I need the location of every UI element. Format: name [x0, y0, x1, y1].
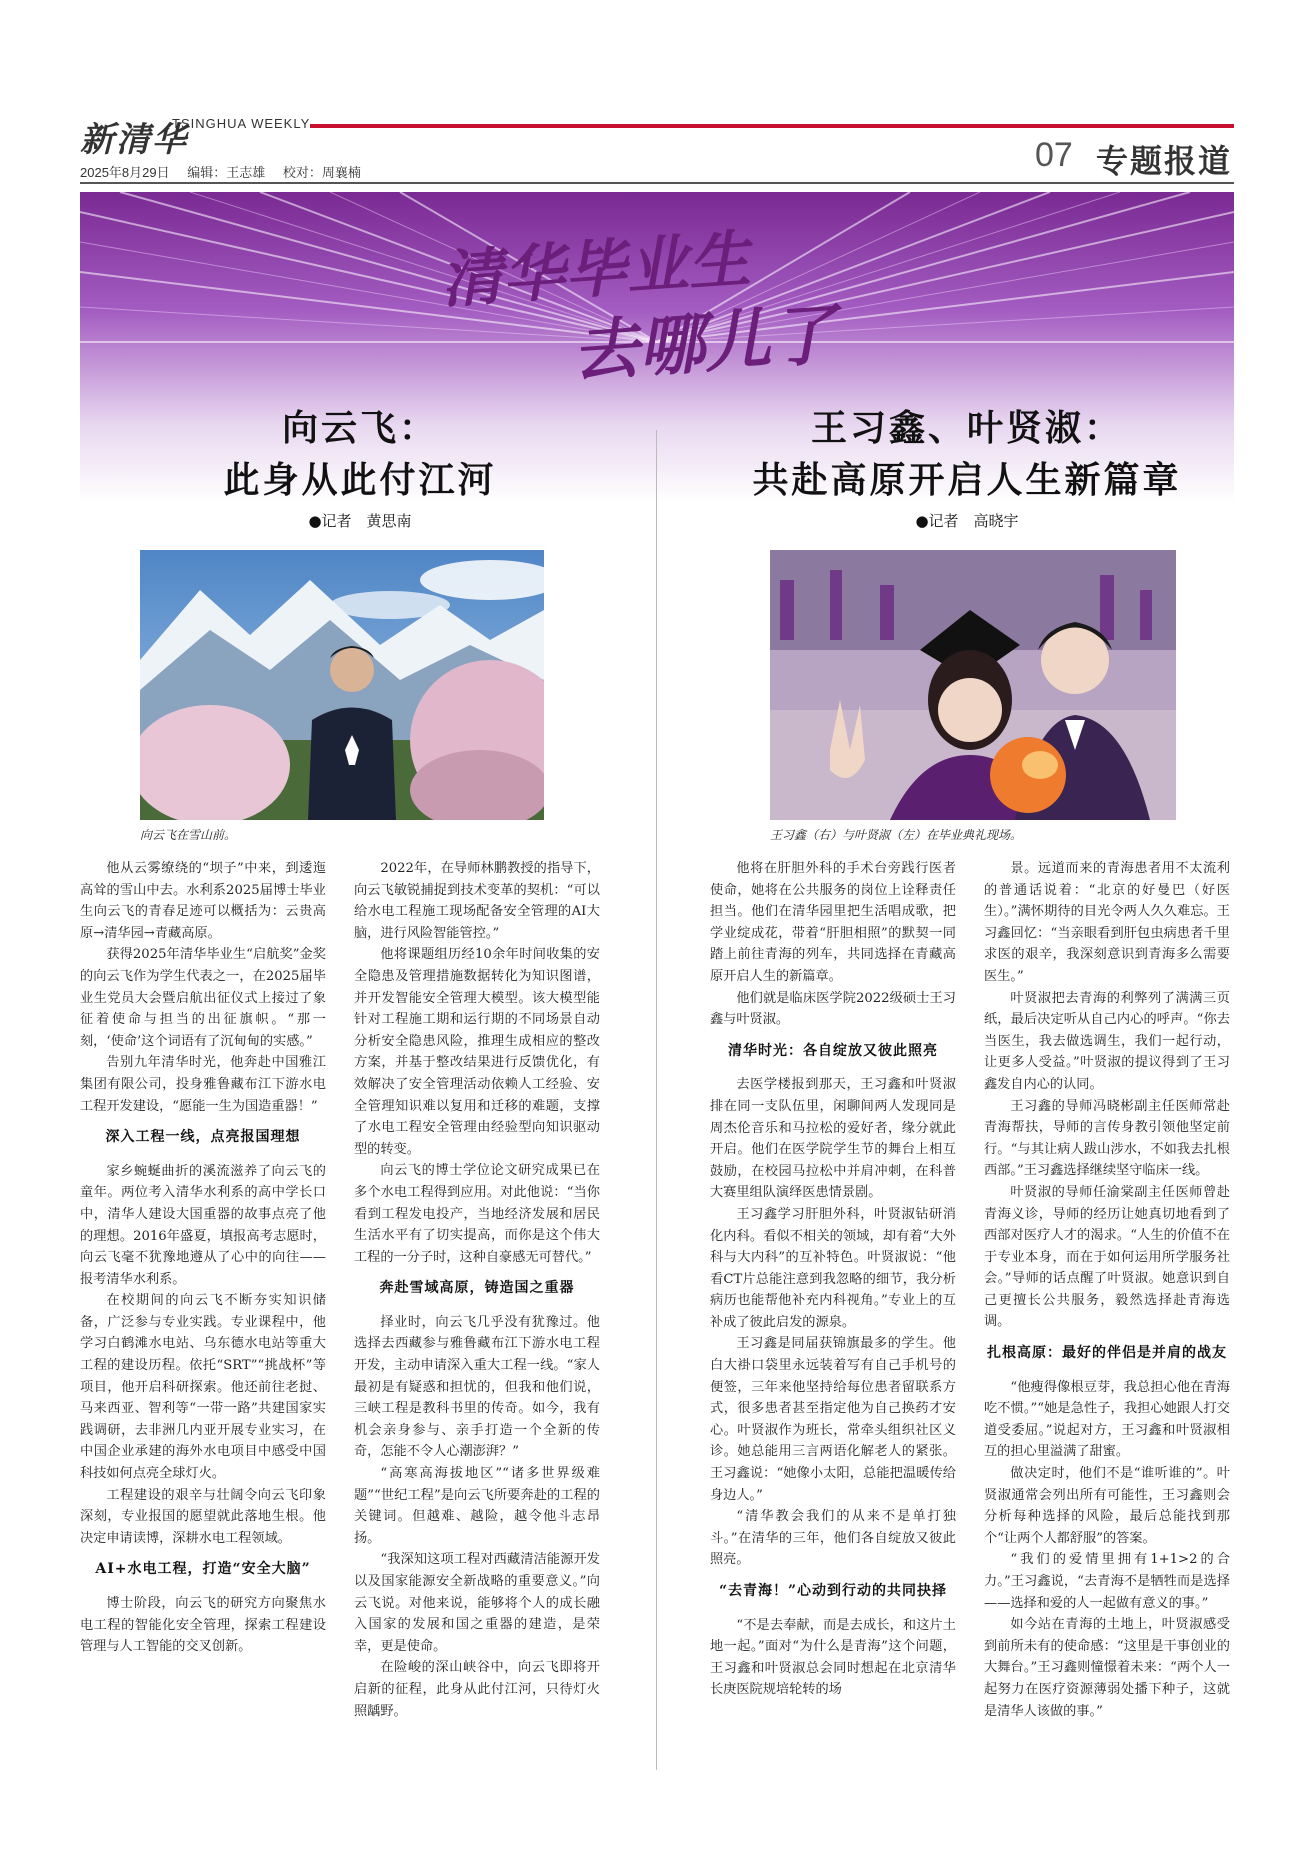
paragraph: 去医学楼报到那天，王习鑫和叶贤淑排在同一支队伍里，闲聊间两人发现同是周杰伦音乐和马拉松的爱好者，缘分就此开启。他们在医学院学生节的舞台上相互鼓励，在校园马拉松中并肩冲刺，在科普大赛里组队演绎医患情景剧。 [710, 1077, 956, 1201]
paragraph: 择业时，向云飞几乎没有犹豫过。他选择去西藏参与雅鲁藏布江下游水电工程开发，主动申请深入重大工程一线。“家人最初是有疑惑和担忧的，但我和他们说，三峡工程是教科书里的传奇。如今，我有机会亲身参与、亲手打造一个全新的传奇，怎能不令人心潮澎湃？” [354, 1314, 600, 1460]
banner-title-line1: 清华毕业生 [438, 222, 753, 317]
right-headline [700, 402, 1234, 506]
left-byline: ●记者 黄思南 [308, 512, 412, 530]
paragraph: “我们的爱情里拥有1+1>2的合力。”王习鑫说，“去青海不是牺牲而是选择——选择和爱的人一起做有意义的事。” [984, 1552, 1230, 1611]
left-article-col1 [80, 858, 326, 1658]
paragraph: 家乡蜿蜒曲折的溪流滋养了向云飞的童年。两位考入清华水利系的高中学长口中，清华人建设大国重器的故事点亮了他的理想。2016年盛夏，填报高考志愿时，向云飞毫不犹豫地遵从了心中的向往——报考清华水利系。 [80, 1163, 326, 1287]
graduation-couple-image [770, 550, 1176, 820]
paragraph: 王习鑫学习肝胆外科，叶贤淑钻研消化内科。看似不相关的领域，却有着“大外科与大内科”的互补特色。叶贤淑说：“他看CT片总能注意到我忽略的细节，我分析病历也能帮他补充内科视角。”专业上的互补成了彼此启发的源泉。 [710, 1206, 956, 1330]
left-photo [140, 550, 544, 820]
section-name: 专题报道 [1096, 142, 1233, 180]
paragraph: 做决定时，他们不是“谁听谁的”。叶贤淑通常会列出所有可能性，王习鑫则会分析每种选择的风险，最后总能找到那个“让两个人都舒服”的答案。 [984, 1466, 1230, 1546]
right-headline-line1: 王习鑫、叶贤淑： [810, 407, 1123, 449]
paragraph: 如今站在青海的土地上，叶贤淑感受到前所未有的使命感：“这里是干事创业的大舞台。”王习鑫则憧憬着未来：“两个人一起努力在医疗资源薄弱处播下种子，这就是清华人该做的事。” [984, 1617, 1230, 1719]
paragraph: 他将在肝胆外科的手术台旁践行医者使命，她将在公共服务的岗位上诠释责任担当。他们在清华园里把生活唱成歌，把学业绽成花，带着“肝胆相照”的默契一同踏上前往青海的列车，共同选择在青藏高原开启人生的新篇章。 [710, 861, 956, 984]
left-headline [80, 402, 640, 506]
paragraph: “清华教会我们的从来不是单打独斗。”在清华的三年，他们各自绽放又彼此照亮。 [710, 1509, 956, 1568]
dateline [80, 162, 375, 181]
column-divider [656, 430, 657, 1770]
subheading: 扎根高原：最好的伴侣是并肩的战友 [987, 1345, 1227, 1362]
paragraph: 王习鑫的导师冯晓彬副主任医师常赴青海帮扶，导师的言传身教引领他坚定前行。“与其让病人跋山涉水，不如我去扎根西部。”王习鑫选择继续坚守临床一线。 [984, 1098, 1230, 1179]
paragraph: 在校期间的向云飞不断夯实知识储备，广泛参与专业实践。专业课程中，他学习白鹤滩水电站、乌东德水电站等重大工程的建设历程。依托“SRT”“挑战杯”等项目，他开启科研探索。他还前往老挝、马来西亚、智利等“一带一路”共建国家实践调研，去非洲几内亚开展专业实习，在中国企业承建的海外水电项目中感受中国科技如何点亮全球灯火。 [80, 1293, 326, 1482]
issue-date: 2025年8月29日 [80, 165, 170, 180]
paragraph: 在险峻的深山峡谷中，向云飞即将开启新的征程，此身从此付江河，只待灯火照龋野。 [354, 1660, 600, 1719]
paragraph: 获得2025年清华毕业生“启航奖”金奖的向云飞作为学生代表之一，在2025届毕业生党员大会暨启航出征仪式上接过了象征着使命与担当的出征旗帜。“那一刻，‘使命’这个词语有了沉甸甸的实感。” [80, 947, 326, 1049]
editor-credit: 编辑：王志雄 [187, 165, 266, 180]
masthead-logo: 新清华 [80, 120, 188, 160]
snow-mountain-portrait-image [140, 550, 544, 820]
paragraph: 叶贤淑的导师任渝棠副主任医师曾赴青海义诊，导师的经历让她真切地看到了西部对医疗人才的渴求。“人生的价值不在于专业本身，而在于如何运用所学服务社会。”导师的话点醒了叶贤淑。她意识到自己更擅长公共服务，毅然选择赴青海选调。 [984, 1184, 1230, 1330]
left-headline-line2: 此身从此付江河 [223, 459, 497, 501]
paragraph: 王习鑫是同届获锦旗最多的学生。他白大褂口袋里永远装着写有自己手机号的便签，三年来他坚持给每位患者留联系方式，很多患者甚至指定他为自己换药才安心。叶贤淑作为班长，常牵头组织社区义诊。她总能用三言两语化解老人的紧张。王习鑫说：“她像小太阳，总能把温暖传给身边人。” [710, 1336, 956, 1503]
right-article-col2 [984, 858, 1230, 1722]
left-article-col2 [354, 858, 600, 1722]
subheading: “去青海！”心动到行动的共同抉择 [718, 1583, 948, 1599]
left-photo-caption: 向云飞在雪山前。 [140, 828, 237, 842]
paragraph: 景。远道而来的青海患者用不太流利的普通话说着：“北京的好曼巴（好医生）。”满怀期待的目光令两人久久难忘。王习鑫回忆：“当亲眼看到肝包虫病患者千里求医的艰辛，我深刻意识到青海多么需要医生。” [984, 861, 1230, 984]
subheading: 奔赴雪域高原，铸造国之重器 [379, 1280, 575, 1297]
paragraph: 2022年，在导师林鹏教授的指导下，向云飞敏锐捕捉到技术变革的契机：“可以给水电工程施工现场配备安全管理的AI大脑，进行风险智能管控。” [354, 861, 600, 941]
paragraph: 他将课题组历经10余年时间收集的安全隐患及管理措施数据转化为知识图谱，并开发智能安全管理大模型。该大模型能针对工程施工期和运行期的不同场景自动分析安全隐患风险，推理生成相应的整改方案，并基于整改结果进行反馈优化，有效解决了安全管理活动依赖人工经验、安全管理知识难以复用和迁移的难题，支撑了水电工程安全管理由经验型向知识驱动型的转变。 [354, 947, 600, 1157]
paragraph: “他瘦得像根豆芽，我总担心他在青海吃不惯。”“她是急性子，我担心她跟人打交道受委屈。”说起对方，王习鑫和叶贤淑相互的担心里溢满了甜蜜。 [984, 1379, 1230, 1460]
subheading: 清华时光：各自绽放又彼此照亮 [728, 1042, 938, 1059]
paragraph: “高寒高海拔地区”“诸多世界级难题”“世纪工程”是向云飞所要奔赴的工程的关键词。但越难、越险，越令他斗志昂扬。 [354, 1466, 600, 1546]
right-headline-line2: 共赴高原开启人生新篇章 [752, 459, 1182, 501]
paragraph: 叶贤淑把去青海的利弊列了满满三页纸，最后决定听从自己内心的呼声。“你去当医生，我去做选调生，我们一起行动，让更多人受益。”叶贤淑的提议得到了王习鑫发自内心的认同。 [984, 990, 1230, 1092]
masthead-english: TSINGHUA WEEKLY [172, 116, 311, 131]
paragraph: 博士阶段，向云飞的研究方向聚焦水电工程的智能化安全管理，探索工程建设管理与人工智能的交叉创新。 [80, 1596, 326, 1655]
page-number: 07 [1035, 136, 1073, 174]
paragraph: 他从云雾缭绕的“坝子”中来，到逶迤高耸的雪山中去。水利系2025届博士毕业生向云飞的青春足迹可以概括为：云贵高原→清华园→青藏高原。 [80, 861, 326, 941]
masthead-red-rule [310, 124, 1234, 128]
paragraph: “不是去奉献，而是去成长，和这片土地一起。”面对“为什么是青海”这个问题，王习鑫和叶贤淑总会同时想起在北京清华长庚医院规培轮转的场 [710, 1617, 956, 1698]
right-byline: ●记者 高晓宇 [915, 512, 1019, 530]
paragraph: 向云飞的博士学位论文研究成果已在多个水电工程得到应用。对此他说：“当你看到工程发电投产，当地经济发展和居民生活水平有了切实提高，而你是这个伟大工程的一分子时，这种自豪感无可替代。” [354, 1163, 600, 1265]
paragraph: 他们就是临床医学院2022级硕士王习鑫与叶贤淑。 [710, 990, 956, 1028]
paragraph: 工程建设的艰辛与壮阔令向云飞印象深刻，专业报国的愿望就此落地生根。他决定申请读博，深耕水电工程领域。 [80, 1487, 326, 1546]
right-article-col1 [710, 858, 956, 1701]
paragraph: “我深知这项工程对西藏清洁能源开发以及国家能源安全新战略的重要意义。”向云飞说。对他来说，能够将个人的成长融入国家的发展和国之重器的建造，是荣幸，更是使命。 [354, 1552, 600, 1654]
right-photo-caption: 王习鑫（右）与叶贤淑（左）在毕业典礼现场。 [770, 828, 1023, 842]
proofreader-credit: 校对：周襄楠 [282, 165, 361, 180]
paragraph: 告别九年清华时光，他奔赴中国雅江集团有限公司，投身雅鲁藏布江下游水电工程开发建设，“愿能一生为国造重器！” [80, 1055, 326, 1114]
left-headline-line1: 向云飞： [281, 407, 438, 449]
subheading: 深入工程一线，点亮报国理想 [105, 1129, 301, 1146]
banner-title-line2: 去哪儿了 [570, 295, 839, 392]
header-rule [80, 182, 1234, 184]
right-photo [770, 550, 1176, 820]
subheading: AI+水电工程，打造“安全大脑” [95, 1561, 311, 1578]
